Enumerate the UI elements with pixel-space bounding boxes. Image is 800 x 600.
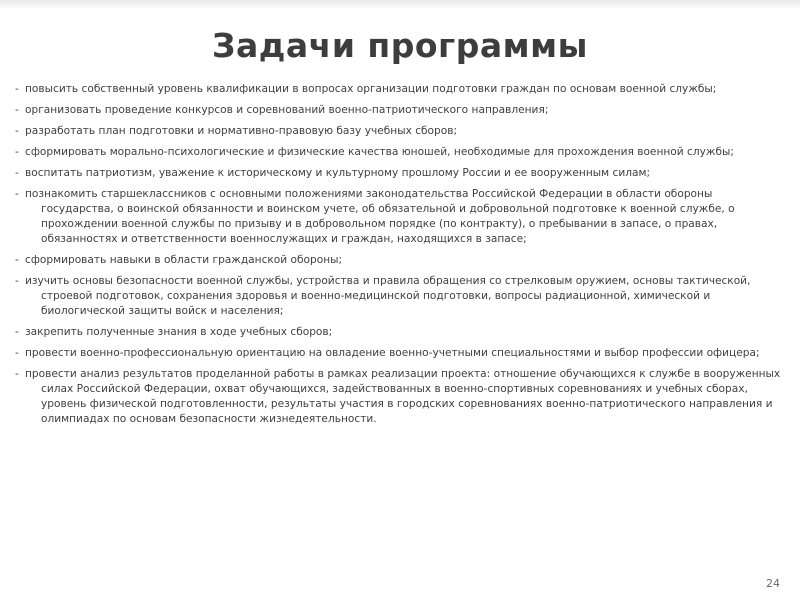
slide-title: Задачи программы bbox=[212, 26, 588, 65]
bullet-dash: - bbox=[15, 368, 19, 380]
bullet-dash: - bbox=[15, 83, 19, 95]
top-decor-bar bbox=[0, 0, 800, 9]
page-number: 24 bbox=[766, 577, 780, 590]
list-item bbox=[15, 325, 785, 340]
list-item bbox=[15, 166, 785, 181]
list-item-text: разработать план подготовки и нормативно-правовую базу учебных сборов; bbox=[25, 125, 458, 137]
list-item bbox=[15, 82, 785, 97]
list-item-text: сформировать навыки в области гражданской обороны; bbox=[25, 254, 343, 266]
list-item bbox=[15, 274, 785, 319]
bullet-dash: - bbox=[15, 146, 19, 158]
list-item bbox=[15, 187, 785, 247]
task-list bbox=[15, 82, 785, 433]
bullet-dash: - bbox=[15, 254, 19, 266]
list-item-text: провести военно-профессиональную ориентацию на овладение военно-учетными специальностями и выбор профессии офицера; bbox=[25, 347, 760, 359]
list-item-text: изучить основы безопасности военной службы, устройства и правила обращения со стрелковым оружием, основы тактической, строевой подготовок, сохранения здоровья и военно-медицинской подготовки, вопросы радиационной, химической и биологической защиты войск и населения; bbox=[25, 275, 751, 317]
list-item-text: познакомить старшеклассников с основными положениями законодательства Российской Федерации в области обороны государства, о воинской обязанности и воинском учете, об обязательной и добровольной подготовке к военной службе, о прохождении военной службы по призыву и в добровольном порядке (по контракту), о пребывании в запасе, о правах, обязанностях и ответственности военнослужащих и граждан, находящихся в запасе; bbox=[25, 188, 735, 245]
bullet-dash: - bbox=[15, 167, 19, 179]
list-item-text: повысить собственный уровень квалификации в вопросах организации подготовки граждан по основам военной службы; bbox=[25, 83, 717, 95]
list-item bbox=[15, 346, 785, 361]
bullet-dash: - bbox=[15, 188, 19, 200]
bullet-dash: - bbox=[15, 104, 19, 116]
list-item bbox=[15, 253, 785, 268]
list-item-text: организовать проведение конкурсов и соревнований военно-патриотического направления; bbox=[25, 104, 549, 116]
bullet-dash: - bbox=[15, 326, 19, 338]
list-item-text: провести анализ результатов проделанной работы в рамках реализации проекта: отношение обучающихся к службе в вооруженных силах Российской Федерации, охват обучающихся, задействованных в военно-спортивных соревнованиях и учебных сборах, уровень физической подготовленности, результаты участия в городских соревнованиях военно-патриотического направления и олимпиадах по основам безопасности жизнедеятельности. bbox=[25, 368, 781, 425]
list-item bbox=[15, 103, 785, 118]
list-item-text: закрепить полученные знания в ходе учебных сборов; bbox=[25, 326, 333, 338]
list-item-text: воспитать патриотизм, уважение к историческому и культурному прошлому России и ее вооруженным силам; bbox=[25, 167, 651, 179]
bullet-dash: - bbox=[15, 125, 19, 137]
bullet-dash: - bbox=[15, 275, 19, 287]
list-item bbox=[15, 124, 785, 139]
list-item bbox=[15, 367, 785, 427]
list-item bbox=[15, 145, 785, 160]
bullet-dash: - bbox=[15, 347, 19, 359]
list-item-text: сформировать морально-психологические и физические качества юношей, необходимые для прохождения военной службы; bbox=[25, 146, 734, 158]
